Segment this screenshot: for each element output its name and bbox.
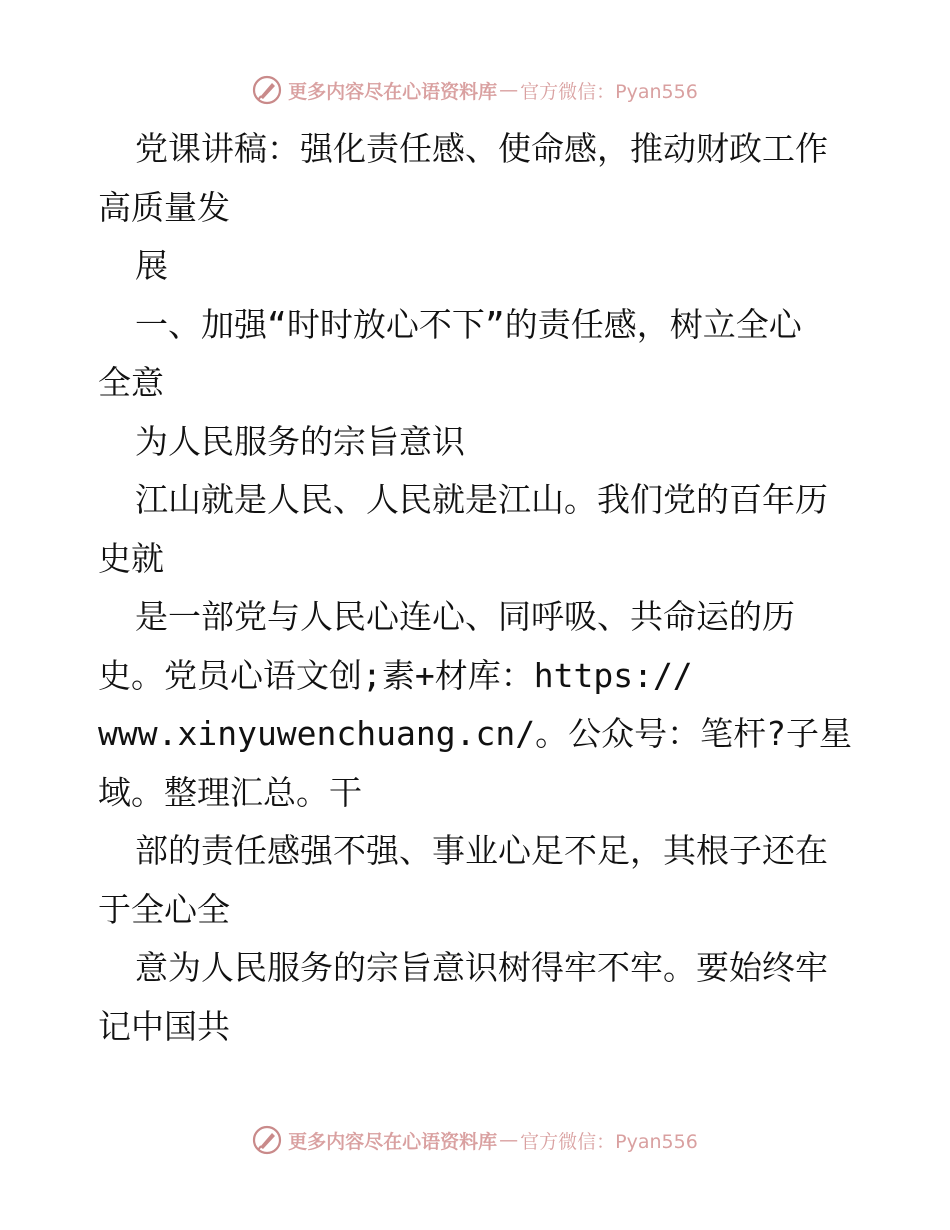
banner-separator: — bbox=[499, 79, 519, 101]
text-line: 部的责任感强不强、事业心足不足，其根子还在 bbox=[135, 831, 828, 870]
banner-title: 更多内容尽在心语资料库 bbox=[288, 1130, 498, 1153]
text-line: 意为人民服务的宗旨意识树得牢不牢。要始终牢 bbox=[135, 948, 828, 987]
text-line: 展 bbox=[135, 246, 168, 285]
text-line: 记中国共 bbox=[98, 1006, 230, 1046]
text-line: 全意 bbox=[98, 363, 164, 402]
text-line: 史就 bbox=[98, 538, 164, 578]
banner-separator: — bbox=[499, 1129, 519, 1151]
text-line: 为人民服务的宗旨意识 bbox=[135, 421, 465, 461]
text-line: 域。整理汇总。干 bbox=[98, 772, 362, 812]
text-line: www.xinyuwenchuang.cn/。公众号：笔杆?子星 bbox=[98, 714, 852, 753]
quill-logo-icon bbox=[252, 75, 282, 105]
text-line: 江山就是人民、人民就是江山。我们党的百年历 bbox=[135, 480, 828, 519]
text-line: 党课讲稿：强化责任感、使命感，推动财政工作 bbox=[135, 129, 828, 168]
text-line: 一、加强“时时放心不下”的责任感，树立全心 bbox=[135, 304, 802, 344]
banner-title: 更多内容尽在心语资料库 bbox=[288, 80, 498, 103]
quill-logo-icon bbox=[252, 1125, 282, 1155]
banner-contact: 官方微信：Pyan556 bbox=[520, 1130, 698, 1153]
text-line: 是一部党与人民心连心、同呼吸、共命运的历 bbox=[135, 597, 795, 636]
text-line: 史。党员心语文创;素+材库：https:// bbox=[98, 655, 693, 695]
text-line: 高质量发 bbox=[98, 187, 230, 227]
footer-banner bbox=[0, 1120, 950, 1160]
header-banner bbox=[0, 70, 950, 110]
document-body bbox=[98, 120, 858, 1056]
text-line: 于全心全 bbox=[98, 889, 230, 929]
banner-contact: 官方微信：Pyan556 bbox=[520, 80, 698, 103]
